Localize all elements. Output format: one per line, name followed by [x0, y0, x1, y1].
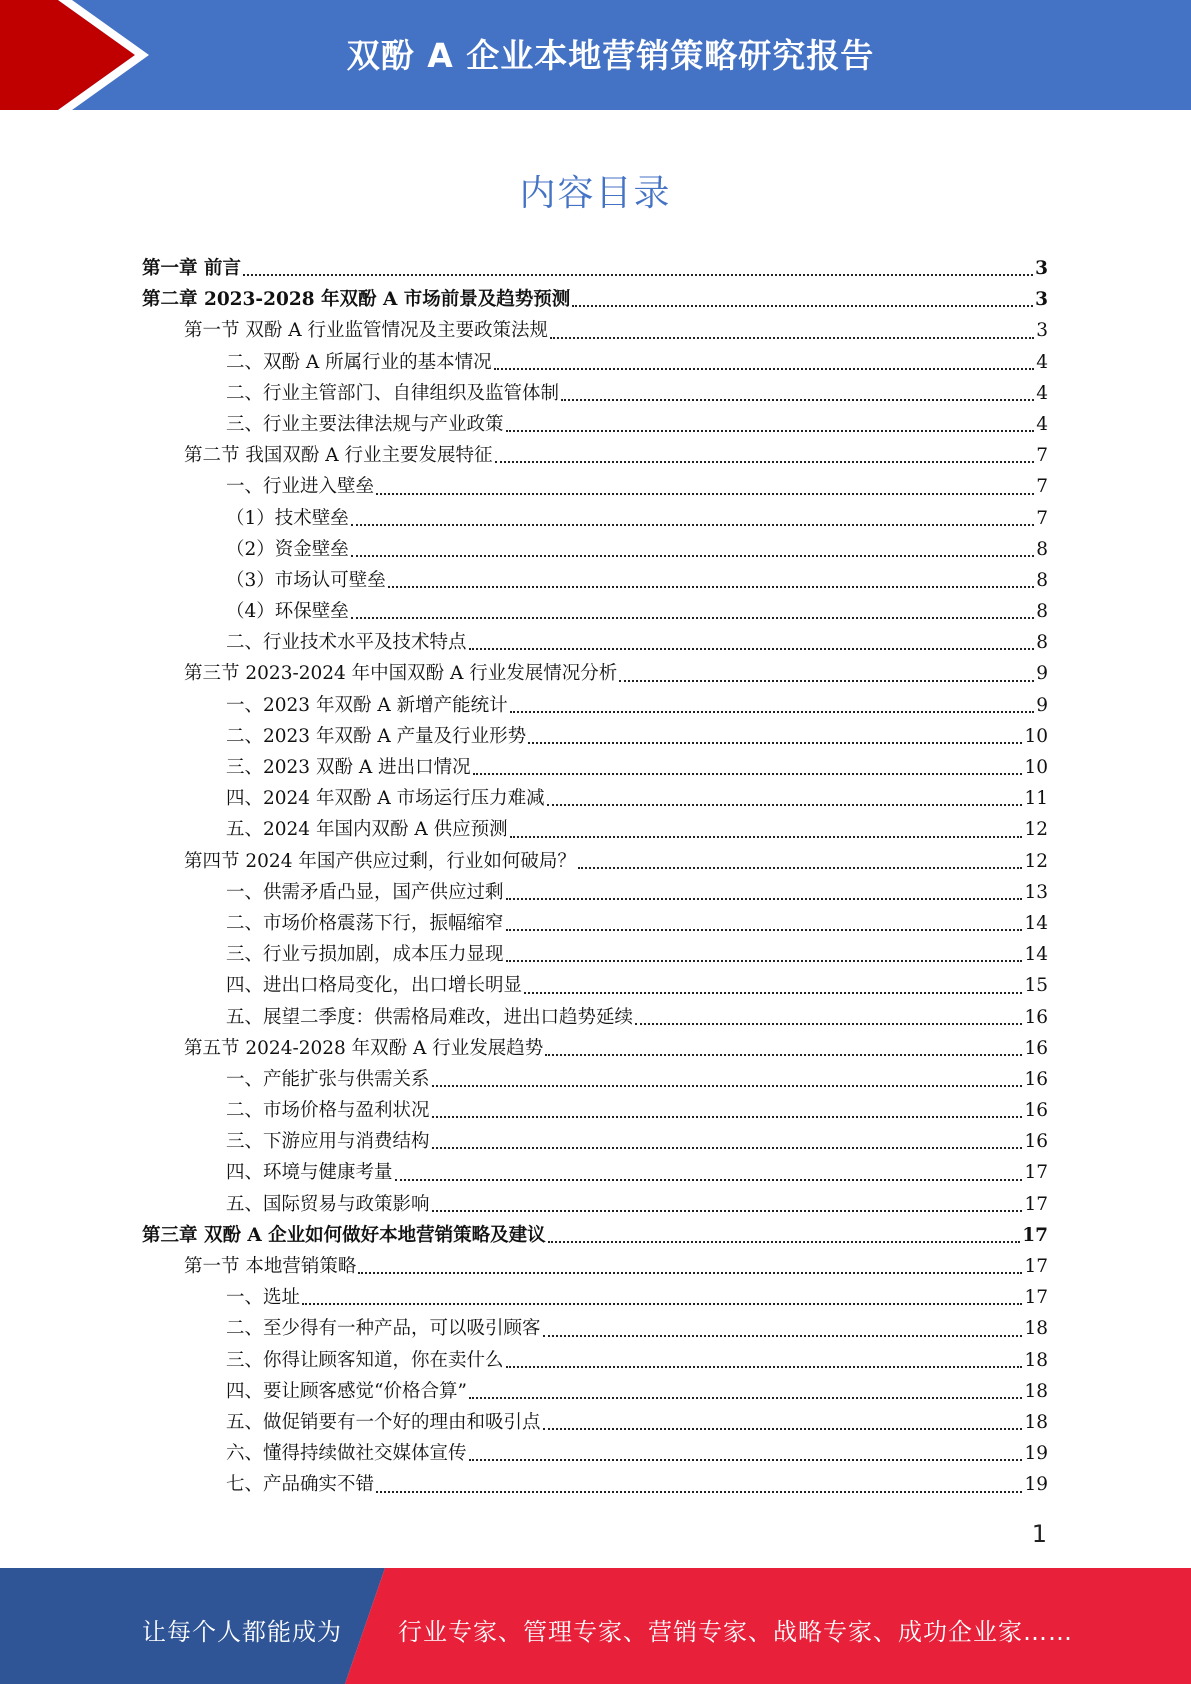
toc-leader-dots: [243, 260, 1033, 276]
toc-leader-dots: [572, 291, 1033, 307]
toc-entry[interactable]: [142, 1220, 1048, 1251]
toc-leader-dots: [543, 1414, 1023, 1430]
toc-entry-title: 三、行业亏损加剧，成本压力显现: [226, 944, 504, 966]
toc-entry-title: 二、2023 年双酚 A 产量及行业形势: [226, 725, 527, 747]
toc-entry[interactable]: [142, 1469, 1048, 1500]
toc-entry[interactable]: [142, 503, 1048, 534]
toc-leader-dots: [619, 666, 1034, 682]
toc-leader-dots: [510, 697, 1035, 713]
toc-entry-page: 9: [1036, 694, 1048, 716]
toc-leader-dots: [506, 946, 1023, 962]
toc-leader-dots: [506, 915, 1023, 931]
toc-entry-title: 一、产能扩张与供需关系: [226, 1068, 430, 1090]
toc-entry-title: 四、进出口格局变化，出口增长明显: [226, 975, 523, 997]
toc-leader-dots: [388, 572, 1034, 588]
toc-entry-page: 3: [1035, 258, 1048, 279]
toc-entry-title: 第四节 2024 年国产供应过剩，行业如何破局？: [184, 850, 576, 872]
toc-entry[interactable]: [142, 627, 1048, 658]
toc-entry[interactable]: [142, 1064, 1048, 1095]
toc-entry-page: 16: [1024, 1006, 1048, 1028]
toc-entry[interactable]: [142, 846, 1048, 877]
footer-banner: [0, 1568, 1191, 1684]
toc-leader-dots: [351, 541, 1034, 557]
toc-leader-dots: [432, 1196, 1023, 1212]
toc-entry-title: 五、做促销要有一个好的理由和吸引点: [226, 1411, 541, 1433]
toc-entry-page: 19: [1024, 1443, 1048, 1465]
toc-entry[interactable]: [142, 1157, 1048, 1188]
toc-entry-title: 第二节 我国双酚 A 行业主要发展特征: [184, 445, 493, 467]
toc-entry[interactable]: [142, 1251, 1048, 1282]
toc-entry-page: 18: [1024, 1411, 1048, 1433]
toc-entry-title: 二、市场价格与盈利状况: [226, 1100, 430, 1122]
toc-entry[interactable]: [142, 1313, 1048, 1344]
toc-entry-title: 二、市场价格震荡下行，振幅缩窄: [226, 912, 504, 934]
toc-leader-dots: [506, 1352, 1023, 1368]
toc-entry[interactable]: [142, 315, 1048, 346]
toc-entry-title: 一、行业进入壁垒: [226, 476, 375, 498]
toc-leader-dots: [545, 1040, 1022, 1056]
toc-entry[interactable]: [142, 1189, 1048, 1220]
toc-entry-page: 16: [1024, 1131, 1048, 1153]
toc-entry[interactable]: [142, 658, 1048, 689]
toc-entry[interactable]: [142, 1126, 1048, 1157]
toc-entry-title: 第三节 2023-2024 年中国双酚 A 行业发展情况分析: [184, 663, 618, 685]
toc-leader-dots: [358, 1258, 1022, 1274]
toc-entry-page: 7: [1036, 507, 1048, 529]
toc-entry-page: 8: [1036, 601, 1048, 623]
toc-entry-title: 七、产品确实不错: [226, 1474, 375, 1496]
toc-entry-title: 一、选址: [226, 1287, 301, 1309]
toc-entry-title: （4）环保壁垒: [226, 601, 349, 623]
toc-leader-dots: [469, 634, 1035, 650]
toc-leader-dots: [302, 1289, 1022, 1305]
toc-entry-page: 17: [1024, 1162, 1048, 1184]
toc-entry[interactable]: [142, 877, 1048, 908]
toc-entry[interactable]: [142, 1345, 1048, 1376]
toc-entry[interactable]: [142, 440, 1048, 471]
toc-entry-title: 五、展望二季度：供需格局难改，进出口趋势延续: [226, 1006, 634, 1028]
toc-entry-title: 四、要让顾客感觉“价格合算”: [226, 1380, 467, 1402]
toc-leader-dots: [432, 1102, 1023, 1118]
toc-entry-title: 五、国际贸易与政策影响: [226, 1193, 430, 1215]
toc-entry-title: 五、2024 年国内双酚 A 供应预测: [226, 819, 508, 841]
toc-leader-dots: [395, 1165, 1023, 1181]
toc-entry-page: 4: [1036, 382, 1048, 404]
toc-entry[interactable]: [142, 1095, 1048, 1126]
toc-entry-page: 18: [1024, 1318, 1048, 1340]
toc-entry-title: （3）市场认可壁垒: [226, 569, 386, 591]
toc-entry-page: 7: [1036, 476, 1048, 498]
toc-leader-dots: [547, 790, 1023, 806]
toc-leader-dots: [524, 978, 1022, 994]
toc-entry-title: 四、环境与健康考量: [226, 1162, 393, 1184]
toc-entry-title: 第一节 本地营销策略: [184, 1256, 357, 1277]
toc-entry-title: 第一节 双酚 A 行业监管情况及主要政策法规: [184, 320, 549, 342]
toc-entry-title: 三、行业主要法律法规与产业政策: [226, 413, 504, 435]
toc-entry-page: 14: [1024, 944, 1048, 966]
toc-leader-dots: [548, 1227, 1021, 1243]
toc-entry-title: 二、行业技术水平及技术特点: [226, 632, 467, 654]
toc-entry-page: 16: [1024, 1068, 1048, 1090]
toc-entry-page: 3: [1035, 289, 1048, 311]
toc-entry-page: 3: [1036, 320, 1048, 342]
toc-entry-page: 16: [1024, 1100, 1048, 1122]
toc-entry-page: 14: [1024, 912, 1048, 934]
toc-entry-page: 12: [1024, 850, 1048, 872]
toc-entry-title: 三、下游应用与消费结构: [226, 1131, 430, 1153]
toc-entry-page: 17: [1024, 1193, 1048, 1215]
toc-leader-dots: [528, 728, 1022, 744]
toc-entry[interactable]: [142, 814, 1048, 845]
toc-entry-title: （2）资金壁垒: [226, 538, 349, 560]
toc-entry[interactable]: [142, 1376, 1048, 1407]
footer-slogan-left: 让每个人都能成为: [142, 1618, 342, 1646]
toc-leader-dots: [506, 884, 1023, 900]
toc-entry-page: 17: [1024, 1256, 1048, 1277]
toc-entry-page: 10: [1024, 725, 1048, 747]
toc-heading: 内容目录: [519, 173, 672, 214]
toc-entry-page: 8: [1036, 632, 1048, 654]
toc-leader-dots: [578, 853, 1023, 869]
toc-entry[interactable]: [142, 565, 1048, 596]
toc-entry[interactable]: [142, 347, 1048, 378]
toc-entry[interactable]: [142, 1407, 1048, 1438]
toc-entry-title: 三、2023 双酚 A 进出口情况: [226, 757, 471, 778]
toc-entry-page: 13: [1024, 881, 1048, 903]
toc-entry[interactable]: [142, 1282, 1048, 1313]
toc-leader-dots: [351, 510, 1034, 526]
toc-entry[interactable]: [142, 908, 1048, 939]
toc-entry-page: 18: [1024, 1349, 1048, 1371]
toc-entry-title: 四、2024 年双酚 A 市场运行压力难减: [226, 788, 545, 810]
toc-entry-title: 六、懂得持续做社交媒体宣传: [226, 1443, 467, 1465]
toc-entry-title: 第三章 双酚 A 企业如何做好本地营销策略及建议: [142, 1224, 546, 1246]
toc-entry-title: 一、2023 年双酚 A 新增产能统计: [226, 694, 508, 716]
toc-entry[interactable]: [142, 1438, 1048, 1469]
toc-entry[interactable]: [142, 752, 1048, 783]
toc-entry-title: 一、供需矛盾凸显，国产供应过剩: [226, 881, 504, 903]
toc-leader-dots: [376, 479, 1034, 495]
toc-entry[interactable]: [142, 690, 1048, 721]
toc-entry-title: 第一章 前言: [142, 258, 241, 279]
toc-entry[interactable]: [142, 783, 1048, 814]
toc-entry[interactable]: [142, 721, 1048, 752]
header-banner: [0, 0, 1191, 110]
toc-entry-page: 17: [1024, 1287, 1048, 1309]
toc-entry-page: 19: [1024, 1474, 1048, 1496]
toc-entry-page: 4: [1036, 351, 1048, 373]
toc-entry-title: 三、你得让顾客知道，你在卖什么: [226, 1349, 504, 1371]
toc-entry[interactable]: [142, 378, 1048, 409]
toc-entry-title: （1）技术壁垒: [226, 507, 349, 529]
toc-entry-page: 10: [1024, 757, 1048, 778]
toc-entry-page: 8: [1036, 569, 1048, 591]
toc-entry-page: 4: [1036, 413, 1048, 435]
toc-entry-page: 15: [1024, 975, 1048, 997]
toc-entry-title: 二、行业主管部门、自律组织及监管体制: [226, 382, 560, 404]
toc-entry-title: 二、双酚 A 所属行业的基本情况: [226, 351, 492, 373]
toc-leader-dots: [506, 416, 1035, 432]
table-of-contents: [142, 253, 1048, 1501]
toc-leader-dots: [510, 822, 1023, 838]
toc-entry-page: 11: [1024, 788, 1048, 810]
toc-entry[interactable]: [142, 471, 1048, 502]
toc-entry-title: 第五节 2024-2028 年双酚 A 行业发展趋势: [184, 1037, 544, 1059]
toc-leader-dots: [550, 323, 1034, 339]
toc-leader-dots: [376, 1477, 1022, 1493]
toc-entry-title: 第二章 2023-2028 年双酚 A 市场前景及趋势预测: [142, 289, 571, 311]
toc-leader-dots: [351, 603, 1034, 619]
toc-entry[interactable]: [142, 970, 1048, 1001]
toc-entry[interactable]: [142, 1033, 1048, 1064]
page-number: 1: [1031, 1520, 1047, 1548]
report-title: 双酚 A 企业本地营销策略研究报告: [346, 36, 875, 75]
toc-leader-dots: [635, 1009, 1022, 1025]
toc-leader-dots: [473, 759, 1023, 775]
toc-leader-dots: [469, 1383, 1023, 1399]
toc-leader-dots: [561, 385, 1034, 401]
toc-leader-dots: [494, 354, 1035, 370]
toc-leader-dots: [495, 447, 1035, 463]
toc-entry[interactable]: [142, 284, 1048, 315]
toc-entry-page: 17: [1022, 1224, 1048, 1246]
toc-leader-dots: [432, 1071, 1023, 1087]
toc-entry-title: 二、至少得有一种产品，可以吸引顾客: [226, 1318, 541, 1340]
footer-slogan-right: 行业专家、管理专家、营销专家、战略专家、成功企业家……: [398, 1618, 1073, 1646]
toc-leader-dots: [432, 1133, 1023, 1149]
toc-leader-dots: [469, 1445, 1023, 1461]
toc-entry[interactable]: [142, 1002, 1048, 1033]
toc-entry-page: 7: [1036, 445, 1048, 467]
toc-leader-dots: [543, 1321, 1023, 1337]
toc-entry[interactable]: [142, 596, 1048, 627]
toc-entry[interactable]: [142, 409, 1048, 440]
toc-entry-page: 8: [1036, 538, 1048, 560]
toc-entry-page: 9: [1036, 663, 1048, 685]
toc-entry[interactable]: [142, 253, 1048, 284]
toc-entry[interactable]: [142, 939, 1048, 970]
toc-entry-page: 18: [1024, 1380, 1048, 1402]
toc-entry-page: 12: [1024, 819, 1048, 841]
toc-entry-page: 16: [1024, 1037, 1048, 1059]
toc-entry[interactable]: [142, 534, 1048, 565]
